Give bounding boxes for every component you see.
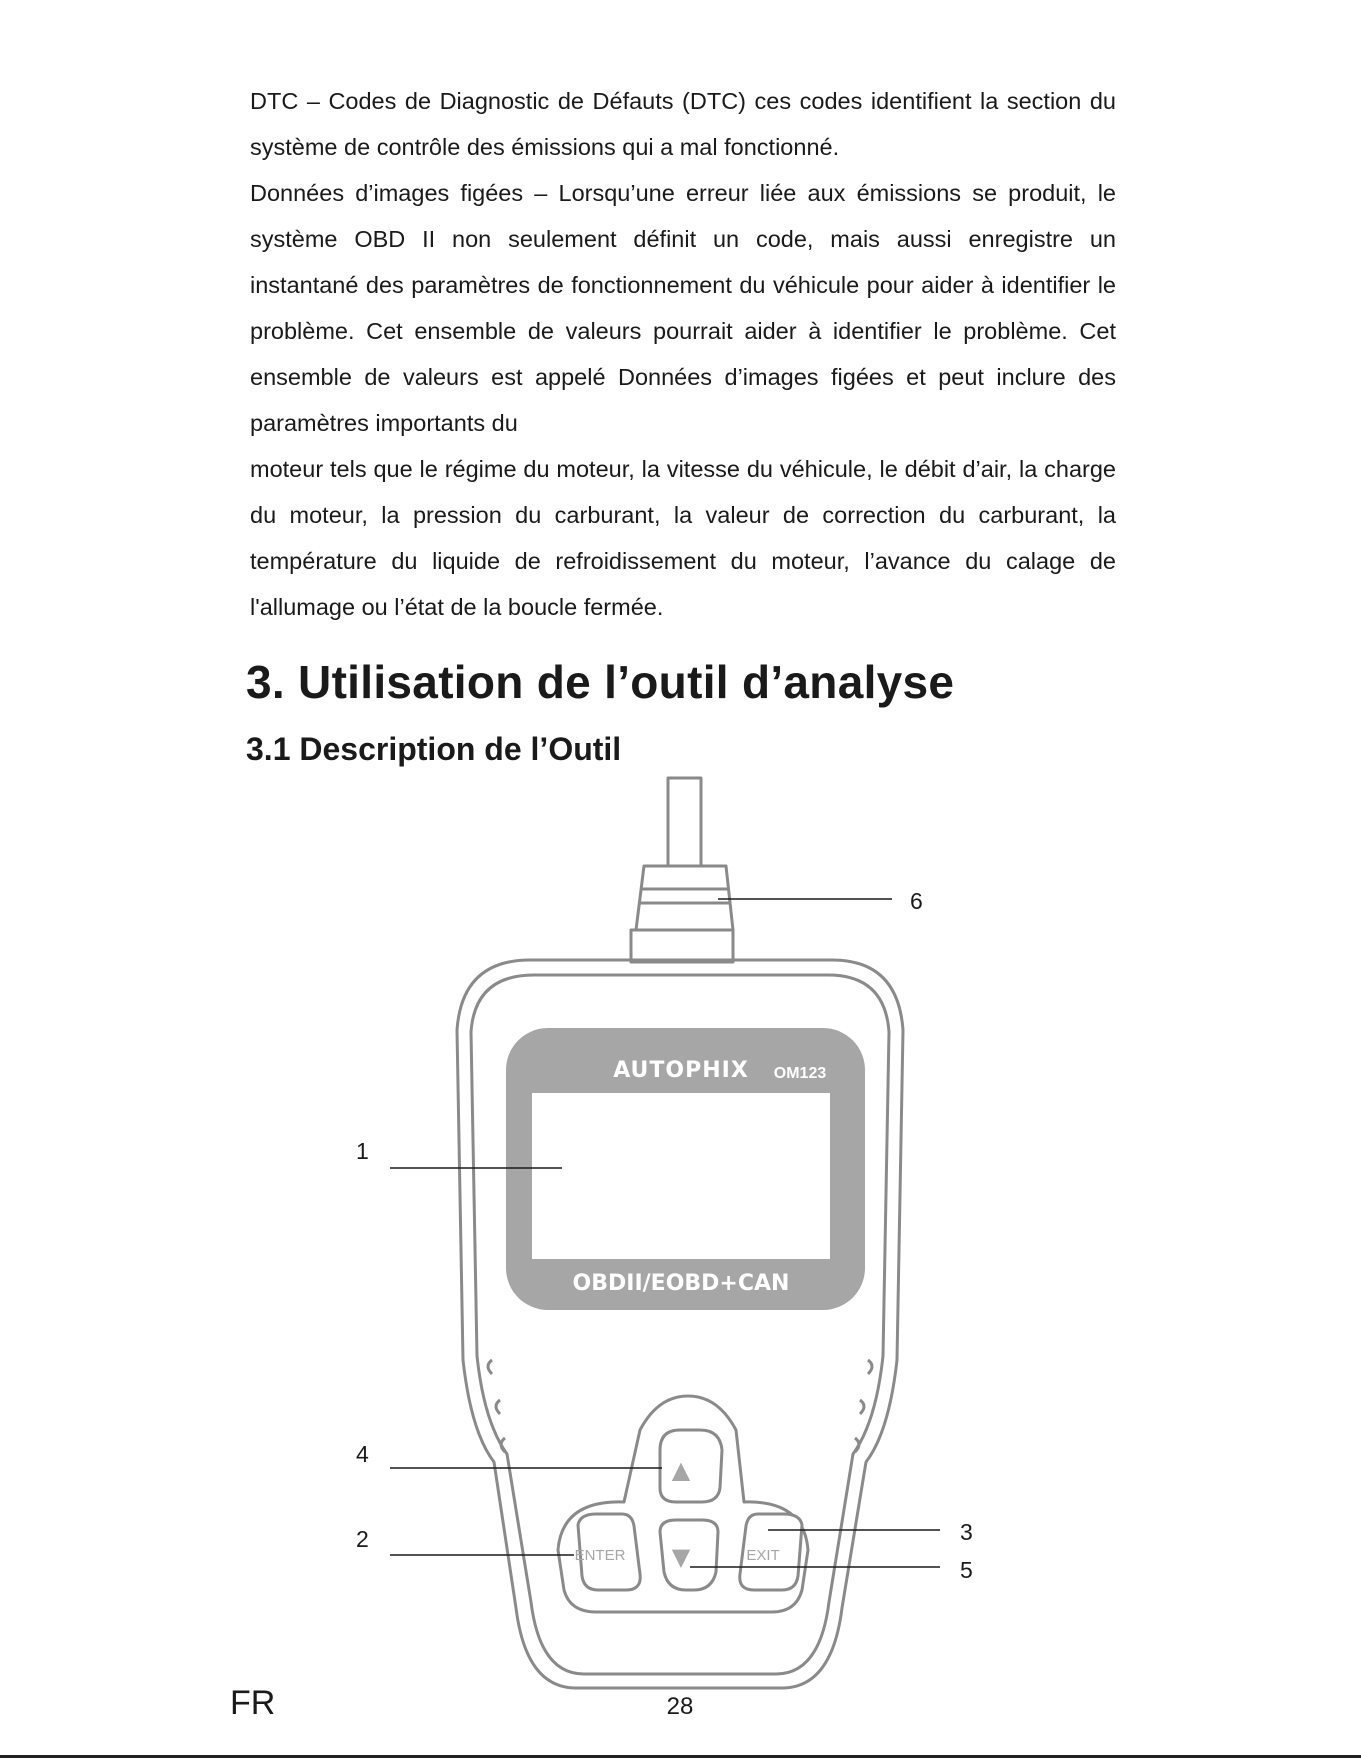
up-arrow-icon: ▲ (671, 1456, 691, 1484)
footer-language: FR (230, 1684, 276, 1722)
subsection-heading: 3.1 Description de l’Outil (246, 731, 622, 767)
cable (668, 778, 701, 866)
callout-3: 3 (960, 1519, 973, 1545)
callout-2: 2 (356, 1526, 369, 1552)
exit-label: EXIT (746, 1547, 780, 1564)
bottom-rule (0, 1755, 1361, 1758)
page-number: 28 (666, 1693, 694, 1720)
paragraph-engine-params: moteur tels que le régime du moteur, la vitesse du véhicule, le débit d’air, la charge du moteur, la pression du carburant, la valeur de correction du carburant, la température du liquide de refroidissement du moteur, l’avance du calage de l'allumage ou l’état de la boucle fermée. (250, 456, 1116, 620)
callout-5: 5 (960, 1557, 973, 1583)
screen (532, 1093, 830, 1259)
up-button[interactable] (660, 1430, 722, 1502)
brand-label: AUTOPHIX (613, 1058, 749, 1083)
connector (636, 866, 733, 930)
enter-label: ENTER (574, 1547, 626, 1564)
paragraph-freeze-frame: Données d’images figées – Lorsqu’une erreur liée aux émissions se produit, le système OBD II non seulement définit un code, mais aussi enregistre un instantané des paramètres de fonctionnement du véhicule pour aider à identifier le problème. Cet ensemble de valeurs pourrait aider à identifier le problème. Cet ensemble de valeurs est appelé Données d’images figées et peut inclure des paramètres importants du (250, 180, 1116, 436)
connector-base (631, 930, 733, 962)
protocol-label: OBDII/EOBD+CAN (572, 1271, 790, 1296)
callout-1: 1 (356, 1138, 369, 1164)
callout-6: 6 (910, 888, 923, 914)
down-arrow-icon: ▼ (671, 1543, 691, 1571)
section-heading: 3. Utilisation de l’outil d’analyse (246, 656, 955, 708)
model-label: OM123 (773, 1065, 827, 1082)
callout-4: 4 (356, 1441, 369, 1467)
paragraph-dtc: DTC – Codes de Diagnostic de Défauts (DTC) ces codes identifient la section du système de contrôle des émissions qui a mal fonctionné. (250, 88, 1116, 160)
